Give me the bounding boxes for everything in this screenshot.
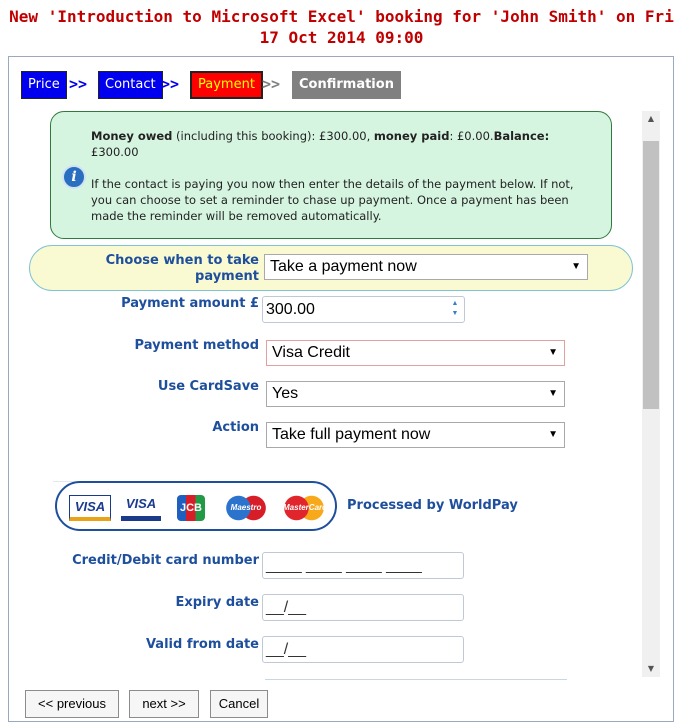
- card-number-input[interactable]: [262, 552, 464, 579]
- payment-method-value: Visa Credit: [272, 344, 350, 361]
- expiry-date-input[interactable]: [262, 594, 464, 621]
- payment-amount-value: 300.00: [266, 301, 315, 318]
- cardsave-select[interactable]: [266, 381, 565, 407]
- step-separator: >>: [161, 75, 180, 93]
- payment-method-select[interactable]: [266, 340, 565, 366]
- expiry-date-placeholder: __/__: [266, 599, 307, 616]
- action-value: Take full payment now: [272, 426, 431, 443]
- card-logos-panel: [55, 481, 337, 531]
- valid-from-placeholder: __/__: [266, 641, 307, 658]
- card-number-placeholder: ____ ____ ____ ____: [266, 557, 422, 574]
- valid-from-label: Valid from date: [145, 637, 259, 652]
- payment-timing-label: Choose when to take payment: [105, 253, 259, 284]
- step-separator: >>: [262, 75, 281, 93]
- booking-frame: [8, 56, 674, 722]
- step-separator: >>: [69, 75, 88, 93]
- owed-label: Money owed: [91, 129, 173, 143]
- step-payment: Payment: [190, 71, 263, 99]
- maestro-logo-icon: Maestro: [225, 495, 267, 521]
- balance-label: Balance:: [493, 129, 550, 143]
- step-confirmation: Confirmation: [292, 71, 401, 99]
- step-price[interactable]: Price: [21, 71, 67, 99]
- processed-by-label: Processed by WorldPay: [347, 498, 518, 513]
- payment-method-label: Payment method: [134, 338, 259, 353]
- vertical-scrollbar[interactable]: [642, 111, 660, 677]
- balance-summary: [91, 128, 591, 160]
- page-title: New 'Introduction to Microsoft Excel' booking for 'John Smith' on Fri 17 Oct 2014 09:00: [9, 7, 674, 47]
- card-number-label: Credit/Debit card number: [72, 553, 259, 568]
- chevron-down-icon: ▼: [571, 261, 581, 272]
- spin-down-icon[interactable]: ▼: [451, 310, 459, 317]
- payment-timing-value: Take a payment now: [270, 258, 417, 275]
- payment-amount-label: Payment amount £: [121, 296, 259, 311]
- cancel-button[interactable]: Cancel: [210, 690, 268, 718]
- scrollbar-thumb[interactable]: [643, 141, 659, 409]
- previous-button[interactable]: << previous: [25, 690, 119, 718]
- expiry-date-label: Expiry date: [175, 595, 259, 610]
- scroll-up-icon[interactable]: ▲: [647, 114, 655, 123]
- paid-label: money paid: [373, 129, 450, 143]
- balance-value: £300.00: [91, 145, 139, 159]
- spin-up-icon[interactable]: ▲: [451, 300, 459, 307]
- step-contact[interactable]: Contact: [98, 71, 163, 99]
- amount-spinner[interactable]: [448, 299, 462, 320]
- action-select[interactable]: [266, 422, 565, 448]
- cardsave-value: Yes: [272, 385, 299, 402]
- mastercard-logo-icon: MasterCard: [283, 495, 325, 521]
- visa-electron-logo-icon: VISA: [121, 495, 161, 521]
- balance-info-box: [50, 111, 612, 239]
- jcb-logo-icon: JCB: [177, 495, 205, 521]
- payment-instructions: If the contact is paying you now then enter the details of the payment below. If not, you can choose to set a reminder to chase up payment. Once a payment has been made the reminder will be removed automatically.: [91, 177, 574, 223]
- chevron-down-icon: ▼: [548, 347, 558, 358]
- owed-note: (including this booking): £300.00,: [172, 129, 374, 143]
- chevron-down-icon: ▼: [548, 429, 558, 440]
- divider: [265, 679, 567, 680]
- next-button[interactable]: next >>: [129, 690, 199, 718]
- visa-logo-icon: VISA: [69, 495, 111, 521]
- payment-timing-select[interactable]: [264, 254, 588, 280]
- cardsave-label: Use CardSave: [157, 379, 259, 394]
- paid-value: : £0.00.: [449, 129, 494, 143]
- payment-amount-input[interactable]: [262, 296, 465, 323]
- chevron-down-icon: ▼: [548, 388, 558, 399]
- action-label: Action: [212, 420, 259, 435]
- info-icon: i: [62, 165, 86, 189]
- scroll-down-icon[interactable]: ▼: [647, 664, 655, 673]
- valid-from-input[interactable]: [262, 636, 464, 663]
